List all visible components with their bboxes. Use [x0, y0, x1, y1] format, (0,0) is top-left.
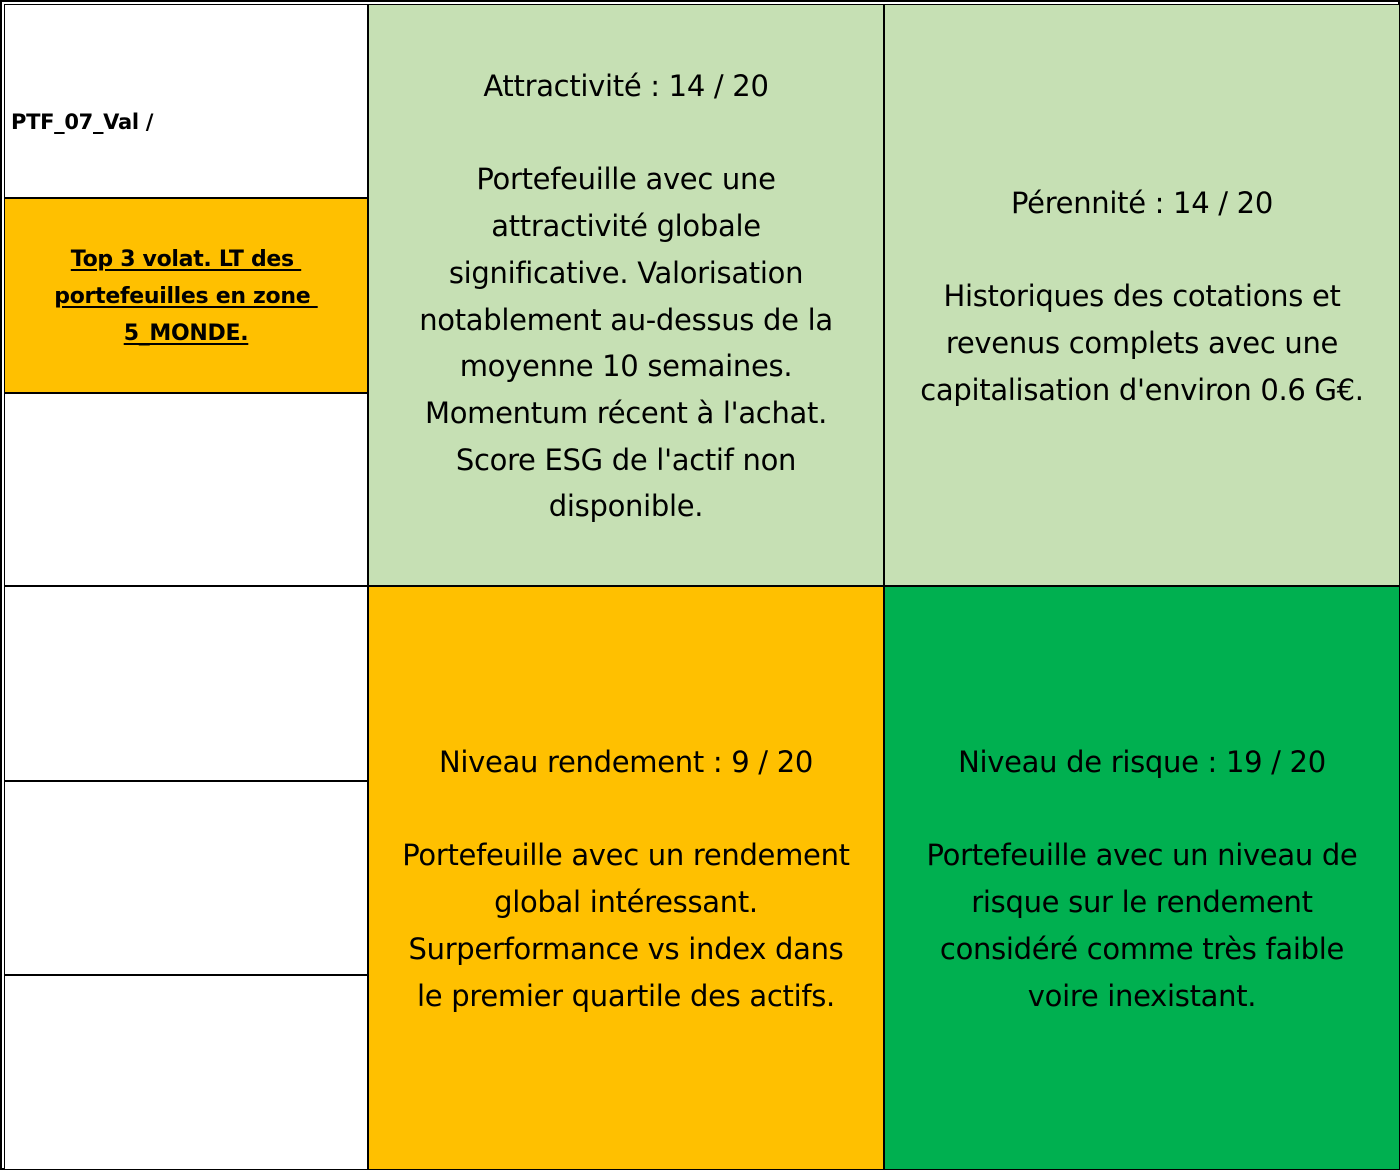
rendement-line: le premier quartile des actifs. [417, 978, 835, 1013]
risque-line: considéré comme très faible [939, 931, 1345, 966]
risque-heading: Niveau de risque : 19 / 20 [958, 745, 1326, 779]
top3-volatility-link[interactable] [5, 241, 367, 352]
attractivite-line: notablement au-dessus de la [419, 302, 833, 337]
attractivite-line: Score ESG de l'actif non [455, 442, 797, 477]
attractivite-line: moyenne 10 semaines. [459, 349, 793, 384]
rendement-cell [368, 586, 884, 1170]
rendement-line: global intéressant. [494, 885, 758, 920]
risque-line: risque sur le rendement [971, 885, 1313, 920]
top3-line: portefeuilles en zone [54, 284, 318, 309]
portfolio-title-cell [4, 4, 368, 198]
attractivite-line: attractivité globale [491, 209, 761, 244]
risque-content [885, 739, 1399, 1019]
portfolio-title-line: PTF_07_Val / [11, 110, 154, 134]
perennite-line: capitalisation d'environ 0.6 G€. [920, 372, 1364, 407]
attractivite-line: disponible. [548, 489, 704, 524]
attractivite-content [369, 63, 883, 530]
empty-cell [4, 393, 368, 586]
perennite-cell [884, 4, 1400, 586]
empty-cell [4, 781, 368, 975]
empty-cell [4, 586, 368, 781]
top3-line: Top 3 volat. LT des [70, 247, 302, 272]
top3-line: 5_MONDE. [123, 321, 249, 346]
attractivite-cell [368, 4, 884, 586]
perennite-content [885, 180, 1399, 414]
top3-volatility-cell [4, 198, 368, 393]
rendement-line: Surperformance vs index dans [408, 931, 844, 966]
perennite-line: Historiques des cotations et [943, 279, 1341, 314]
perennite-line: revenus complets avec une [945, 326, 1339, 361]
rendement-content [369, 739, 883, 1019]
risque-line: voire inexistant. [1027, 978, 1257, 1013]
perennite-heading: Pérennité : 14 / 20 [1011, 186, 1273, 220]
risque-line: Portefeuille avec un niveau de [926, 838, 1358, 873]
attractivite-line: Portefeuille avec une [476, 162, 776, 197]
empty-cell [4, 975, 368, 1170]
rendement-line: Portefeuille avec un rendement [402, 838, 850, 873]
attractivite-line: significative. Valorisation [448, 255, 804, 290]
risque-cell [884, 586, 1400, 1170]
attractivite-heading: Attractivité : 14 / 20 [483, 69, 769, 103]
rendement-heading: Niveau rendement : 9 / 20 [439, 745, 813, 779]
attractivite-line: Momentum récent à l'achat. [424, 395, 827, 430]
